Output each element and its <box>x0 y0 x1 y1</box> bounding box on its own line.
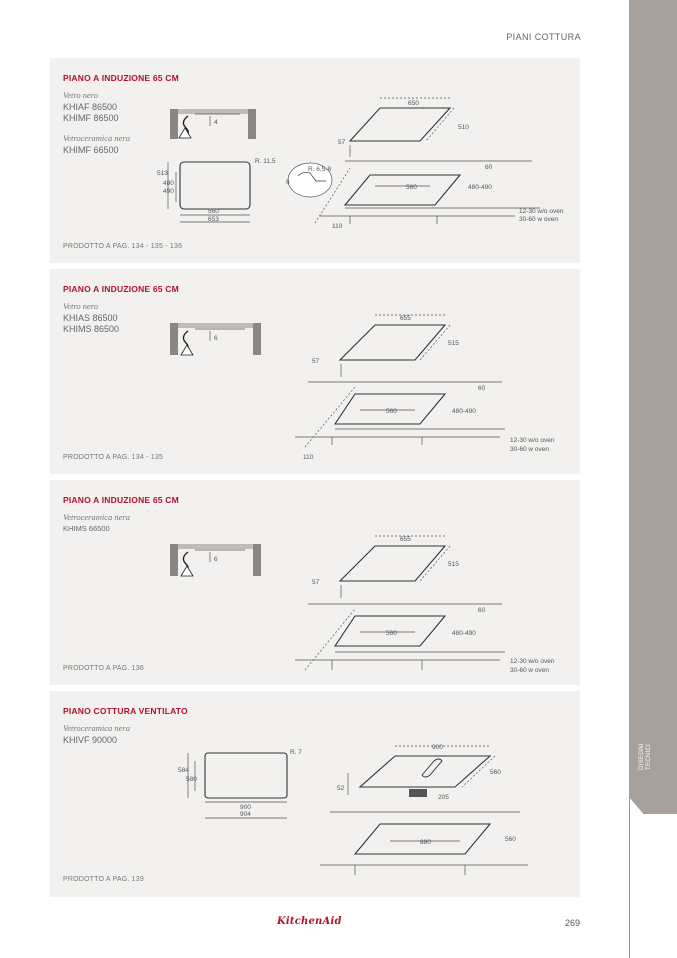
product-panel-1 <box>50 58 580 263</box>
dim-label: 57 <box>312 579 320 586</box>
dim-label: 205 <box>438 794 449 801</box>
dim-label: 560 <box>386 408 397 415</box>
dim-label: 900 <box>432 744 443 751</box>
dim-label: 510 <box>458 124 469 131</box>
product-panel-2 <box>50 269 580 474</box>
page-reference: PRODOTTO A PAG. 136 <box>63 665 144 672</box>
sidebar-line <box>629 797 630 958</box>
sidebar <box>629 0 677 958</box>
dim-label: 560 <box>505 836 516 843</box>
dim-label: 584 <box>178 767 189 774</box>
dim-label: 653 <box>208 216 219 223</box>
product-title: PIANO A INDUZIONE 65 CM <box>63 73 179 83</box>
page-reference: PRODOTTO A PAG. 139 <box>63 876 144 883</box>
model-code: KHIAS 86500 <box>63 313 118 323</box>
dim-label: 560 <box>386 630 397 637</box>
dim-label: 30-60 w oven <box>519 216 559 223</box>
dim-label: 650 <box>408 100 419 107</box>
dim-label: 12-30 w/o oven <box>510 658 555 665</box>
material-label: Vetroceramica nera <box>63 723 130 733</box>
cutout-plan <box>188 753 287 818</box>
dim-label: 6 <box>214 556 218 563</box>
dim-label: 655 <box>400 536 411 543</box>
dim-label: 60 <box>485 164 493 171</box>
product-panel-4 <box>50 691 580 897</box>
dim-label: 560 <box>490 769 501 776</box>
product-title: PIANO A INDUZIONE 65 CM <box>63 284 179 294</box>
technical-drawing <box>50 58 580 263</box>
material-label: Vetroceramica nera <box>63 133 130 143</box>
product-panel-3 <box>50 480 580 685</box>
page-reference: PRODOTTO A PAG. 134 - 135 - 136 <box>63 243 183 250</box>
material-label: Vetroceramica nera <box>63 512 130 522</box>
dim-label: R. 6,5-8 <box>308 166 332 173</box>
technical-drawing <box>50 691 580 897</box>
dim-label: 560 <box>406 184 417 191</box>
sidebar-band <box>629 0 677 797</box>
dim-label: 6 <box>214 335 218 342</box>
model-code: KHIVF 90000 <box>63 735 118 745</box>
dim-label: 60 <box>478 607 486 614</box>
dim-label: 480-490 <box>452 408 476 415</box>
dim-label: 6 <box>286 179 290 186</box>
material-label: Vetro nero <box>63 301 99 311</box>
material-label: Vetro nero <box>63 90 99 100</box>
dim-label: R. 11,5 <box>255 158 276 165</box>
dim-label: 30-60 w oven <box>510 446 550 453</box>
sidebar-label-line1: DISEGNI <box>639 743 645 770</box>
model-code: KHIAF 86500 <box>63 102 118 112</box>
dim-label: 480-490 <box>452 630 476 637</box>
dim-label: 60 <box>478 385 486 392</box>
model-code: KHIMF 86500 <box>63 113 119 123</box>
technical-drawing <box>50 269 580 474</box>
sidebar-label-line2: TECNICI <box>646 743 652 770</box>
perspective-view <box>295 315 505 447</box>
dim-label: 52 <box>337 785 345 792</box>
dim-label: 580 <box>186 776 197 783</box>
brand-logo: KitchenAid <box>277 916 342 927</box>
perspective-view <box>288 98 540 224</box>
dim-label: 880 <box>420 839 431 846</box>
technical-drawing <box>50 480 580 685</box>
dim-label: 480-490 <box>468 184 492 191</box>
dim-label: 904 <box>240 811 251 818</box>
sidebar-notch <box>629 797 677 814</box>
product-title: PIANO COTTURA VENTILATO <box>63 706 188 716</box>
dim-label: 515 <box>448 340 459 347</box>
product-title: PIANO A INDUZIONE 65 CM <box>63 495 179 505</box>
dim-label: R. 7 <box>290 749 302 756</box>
model-code: KHIMF 66500 <box>63 145 119 155</box>
dim-label: 4 <box>214 119 218 126</box>
dim-label: 900 <box>240 804 251 811</box>
model-code: KHIMS 66500 <box>63 524 110 533</box>
dim-label: 110 <box>303 454 314 461</box>
model-code: KHIMS 86500 <box>63 324 120 334</box>
perspective-view <box>320 746 528 875</box>
dim-label: 57 <box>338 139 346 146</box>
section-title: PIANI COTTURA <box>506 32 581 42</box>
dim-label: 513 <box>157 170 168 177</box>
sidebar-section-label <box>639 730 653 770</box>
dim-label: 655 <box>400 315 411 322</box>
dim-label: 490 <box>163 188 174 195</box>
section-view <box>170 109 256 139</box>
dim-label: 12-30 w/o oven <box>510 437 555 444</box>
dim-label: 560 <box>208 208 219 215</box>
page-reference: PRODOTTO A PAG. 134 - 135 <box>63 454 164 461</box>
dim-label: 480 <box>163 180 174 187</box>
dim-label: 515 <box>448 561 459 568</box>
dim-label: 12-30 w/o oven <box>519 208 564 215</box>
dim-label: 30-60 w oven <box>510 667 550 674</box>
dim-label: 110 <box>332 223 343 230</box>
dim-label: 57 <box>312 358 320 365</box>
page-number: 269 <box>565 918 581 928</box>
perspective-view <box>295 536 505 670</box>
